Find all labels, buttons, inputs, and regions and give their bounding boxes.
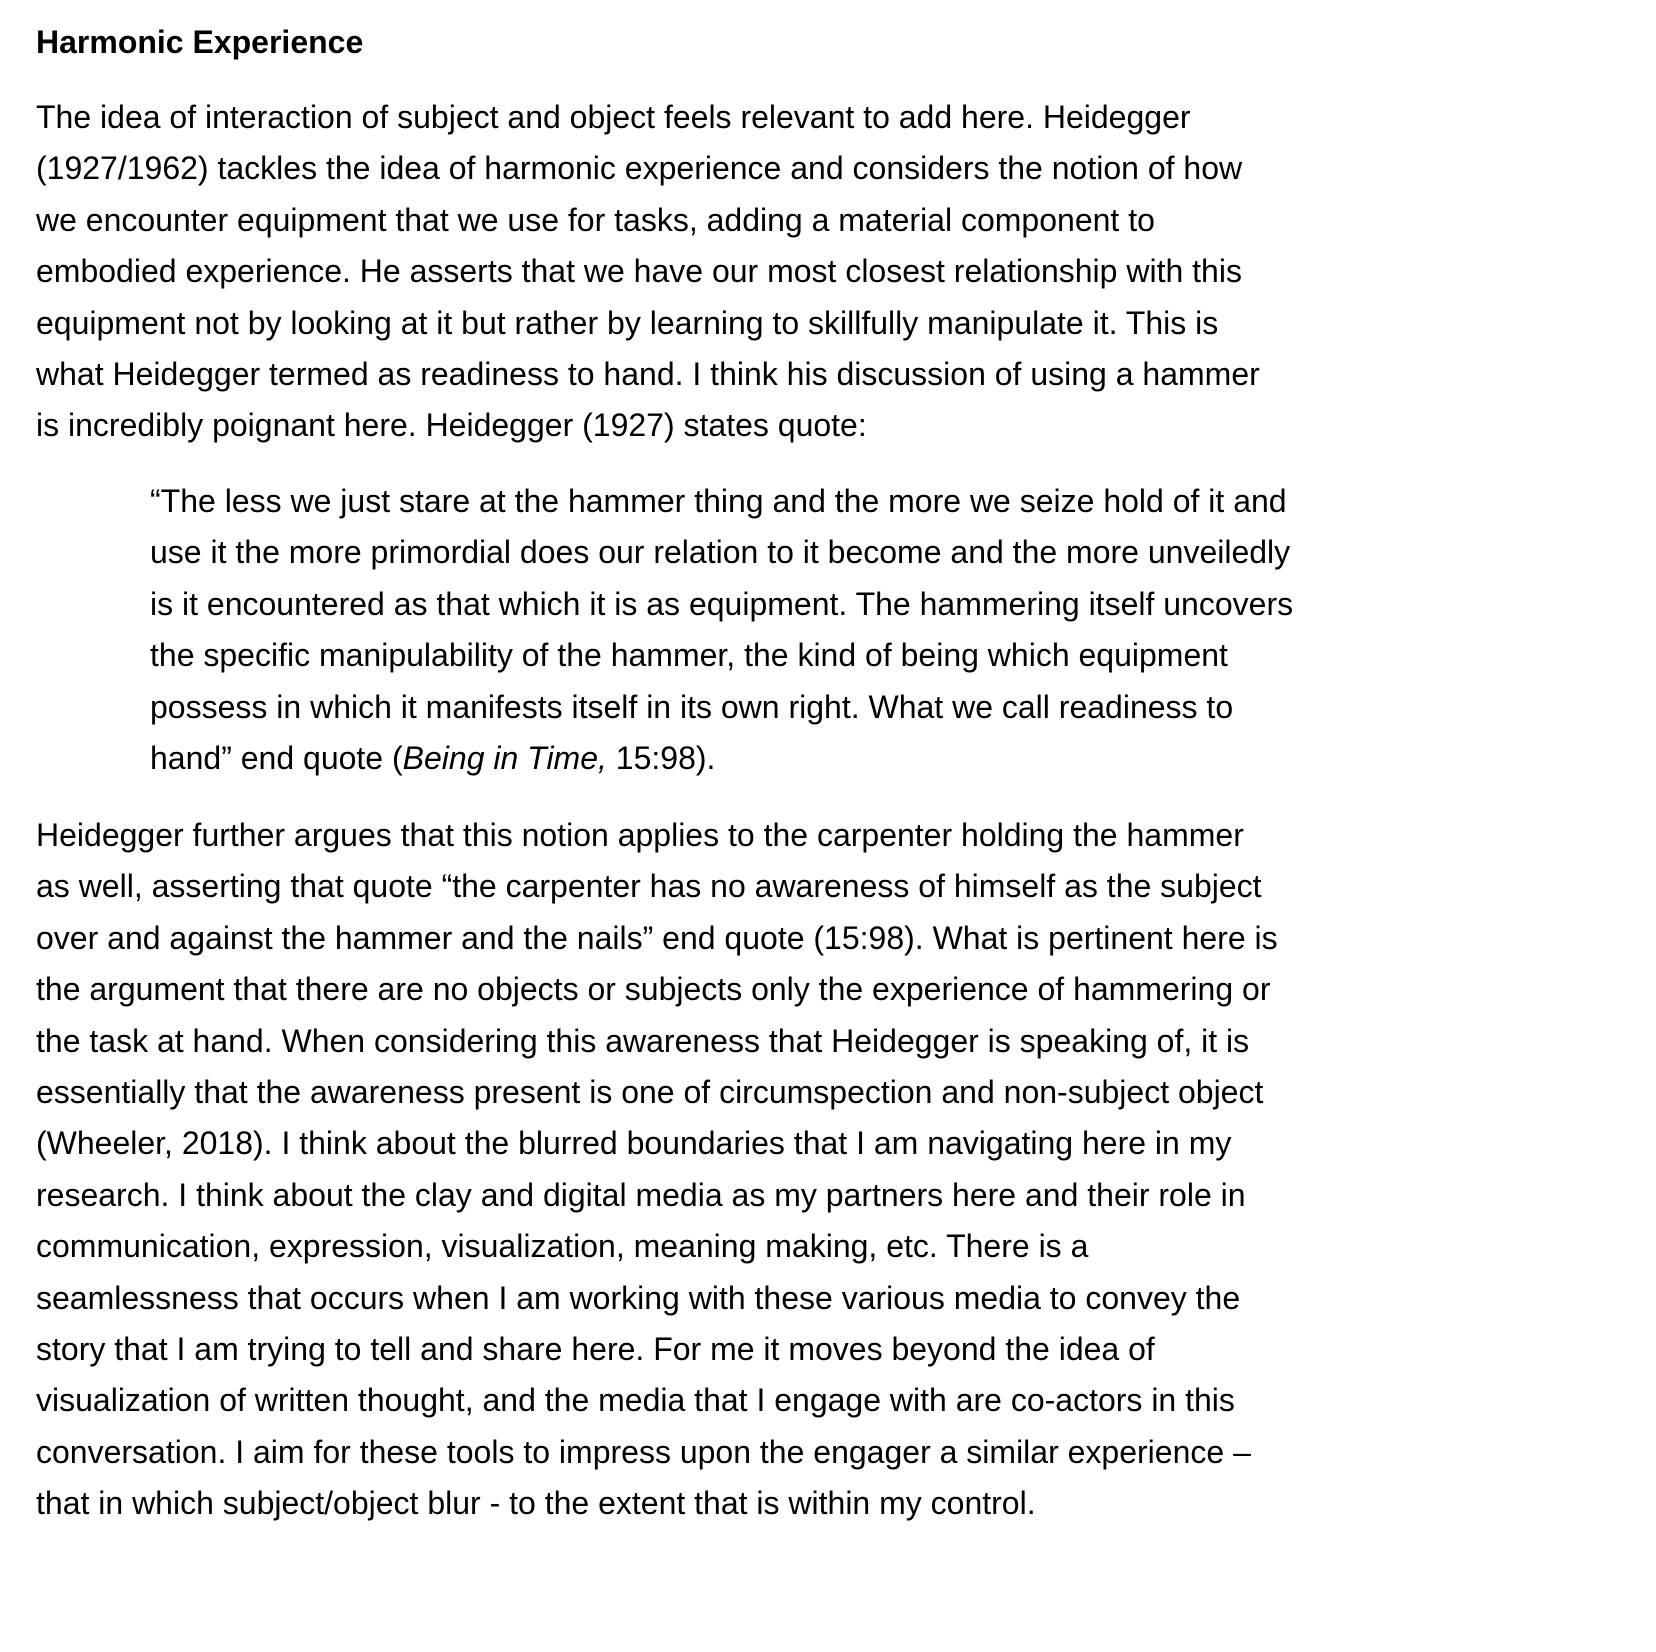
- text-line: as well, asserting that quote “the carpenter has no awareness of himself as the subject: [36, 868, 1262, 905]
- quote-text: hand” end quote (: [150, 739, 403, 776]
- text-line: communication, expression, visualization, meaning making, etc. There is a: [36, 1228, 1089, 1265]
- quote-line: the specific manipulability of the hammer, the kind of being which equipment: [150, 637, 1228, 674]
- text-line: is incredibly poignant here. Heidegger (1927) states quote:: [36, 407, 867, 444]
- text-line: embodied experience. He asserts that we have our most closest relationship with this: [36, 253, 1242, 290]
- citation-page: 15:98).: [606, 739, 716, 776]
- text-line: story that I am trying to tell and share here. For me it moves beyond the idea of: [36, 1330, 1155, 1367]
- text-line: we encounter equipment that we use for tasks, adding a material component to: [36, 201, 1155, 238]
- text-line: Heidegger further argues that this notion applies to the carpenter holding the hammer: [36, 817, 1244, 853]
- text-line: essentially that the awareness present is one of circumspection and non-subject object: [36, 1073, 1264, 1110]
- text-line: research. I think about the clay and digital media as my partners here and their role in: [36, 1176, 1246, 1213]
- text-line: visualization of written thought, and the media that I engage with are co-actors in this: [36, 1382, 1235, 1419]
- quote-line-citation: [150, 733, 1293, 784]
- text-line: conversation. I aim for these tools to impress upon the engager a similar experience –: [36, 1433, 1251, 1470]
- block-quote: [150, 476, 1293, 784]
- text-line: the argument that there are no objects or subjects only the experience of hammering or: [36, 971, 1271, 1008]
- text-line: seamlessness that occurs when I am working with these various media to convey the: [36, 1279, 1241, 1316]
- quote-line: is it encountered as that which it is as equipment. The hammering itself uncovers: [150, 585, 1294, 622]
- text-line: the task at hand. When considering this awareness that Heidegger is speaking of, it is: [36, 1022, 1250, 1059]
- text-line: what Heidegger termed as readiness to hand. I think his discussion of using a hammer: [36, 355, 1260, 392]
- section-heading: Harmonic Experience: [36, 24, 364, 60]
- quote-line: “The less we just stare at the hammer thing and the more we seize hold of it and: [150, 483, 1287, 519]
- quote-line: use it the more primordial does our relation to it become and the more unveiledly: [150, 534, 1291, 571]
- paragraph-intro: [36, 92, 1260, 452]
- text-line: (Wheeler, 2018). I think about the blurred boundaries that I am navigating here in my: [36, 1125, 1232, 1162]
- quote-line: possess in which it manifests itself in its own right. What we call readiness to: [150, 688, 1234, 725]
- text-line: equipment not by looking at it but rather by learning to skillfully manipulate it. This is: [36, 304, 1219, 341]
- text-line: (1927/1962) tackles the idea of harmonic experience and considers the notion of how: [36, 150, 1243, 187]
- text-line: over and against the hammer and the nails” end quote (15:98). What is pertinent here is: [36, 919, 1278, 956]
- paragraph-discussion: [36, 810, 1278, 1529]
- text-line: that in which subject/object blur - to the extent that is within my control.: [36, 1485, 1036, 1522]
- book-title: Being in Time,: [402, 739, 607, 776]
- text-line: The idea of interaction of subject and object feels relevant to add here. Heidegger: [36, 99, 1191, 135]
